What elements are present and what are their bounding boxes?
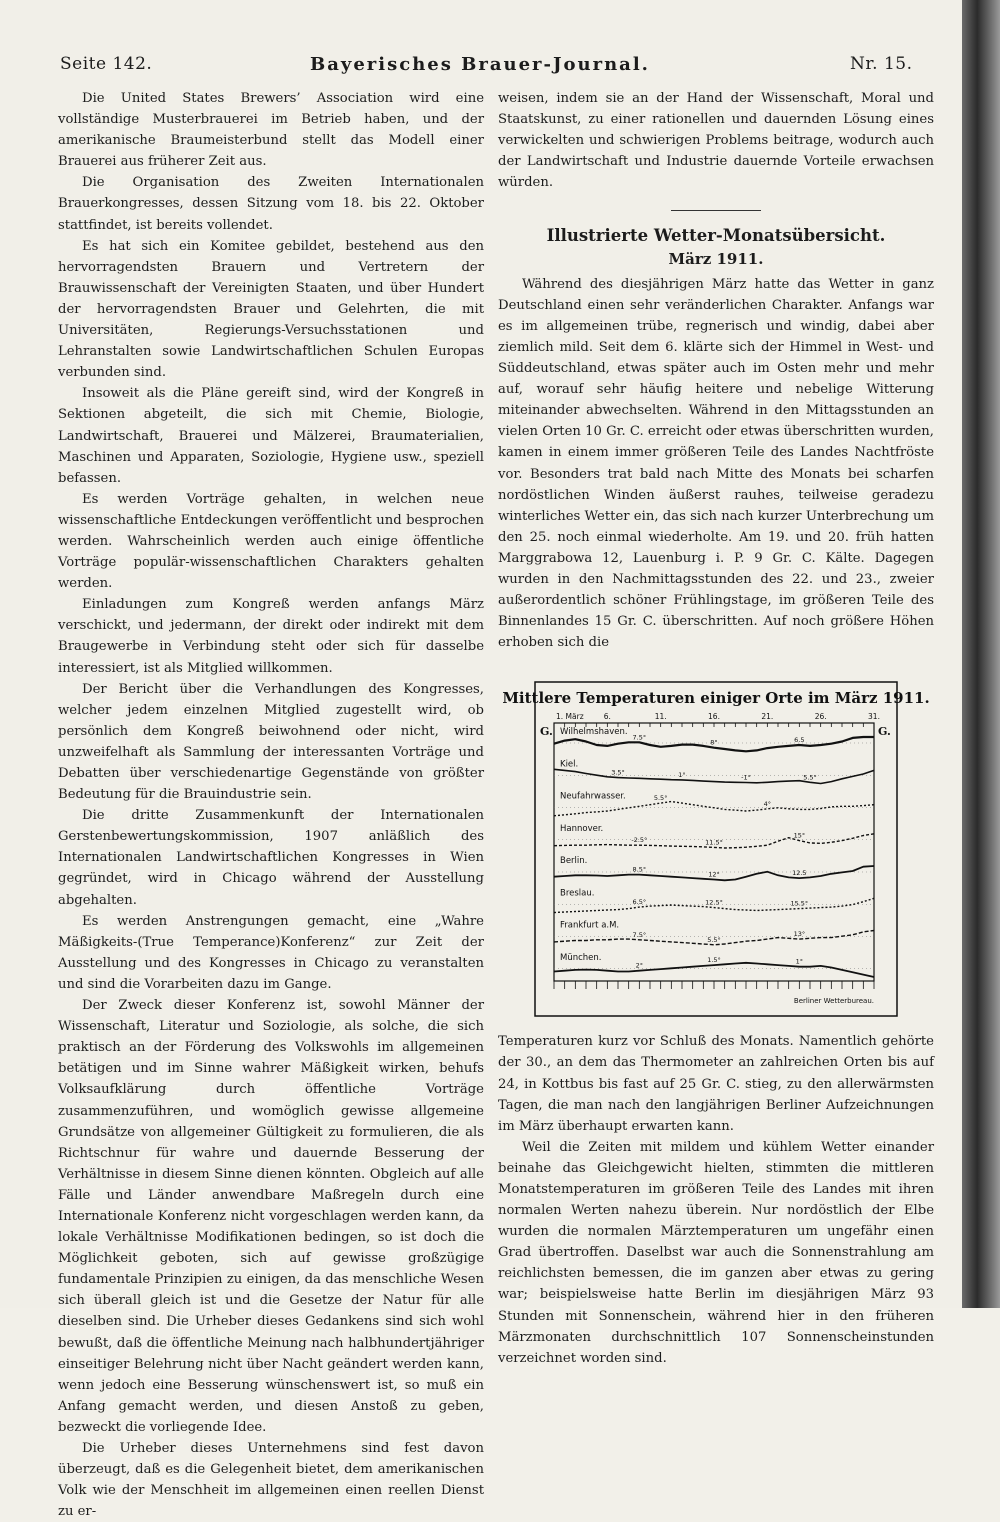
right-column bbox=[498, 88, 934, 1369]
series-name: Berlin. bbox=[560, 856, 588, 867]
paragraph: Die Organisation des Zweiten Internationalen Brauerkongresses, dessen Sitzung vom 18. bis 22. Oktober stattfindet, ist bereits vollendet. bbox=[58, 175, 484, 233]
unit-label-right: G. bbox=[878, 725, 891, 739]
x-tick-label: 6. bbox=[603, 712, 611, 722]
series-line bbox=[554, 802, 874, 816]
section-divider bbox=[671, 210, 761, 211]
series-value-label: 12.5 bbox=[792, 869, 807, 878]
paragraph: Die United States Brewers’ Association wird eine vollständige Musterbrauerei im Betrieb haben, und der amerikanische Braumeisterbund stellt das Modell einer Brauerei aus früherer Zeit aus. bbox=[58, 91, 484, 170]
paragraph: Die dritte Zusammenkunft der Internationalen Gerstenbewertungskommission, 1907 anläßlich des Internationalen Landwirtschaftlichen Kongresses in Wien gegründet, wird in Chicago während der Ausstellung abgehalten. bbox=[58, 808, 484, 908]
series-value-label: 6.5° bbox=[632, 898, 647, 907]
paragraph-continuation: weisen, indem sie an der Hand der Wissenschaft, Moral und Staatskunst, zu einer rationellen und dauernden Lösung eines verwickelten und schwierigen Problems beitrage, wodurch auch der Landwirtschaft und Industrie dauernde Vorteile erwachsen würden. bbox=[498, 91, 934, 191]
series-value-label: 8.5° bbox=[632, 865, 647, 874]
issue-number: Nr. 15. bbox=[850, 54, 913, 74]
paragraph: Während des diesjährigen März hatte das Wetter in ganz Deutschland einen sehr veränderlichen Charakter. Anfangs war es im allgemeinen trübe, regnerisch und windig, dabei aber ziemlich mild. Seit dem 6. klärte sich der Himmel in West- und Süddeutschland, etwas später auch im Osten mehr und mehr auf, worauf sehr häufig heitere und nebelige Witterung miteinander abwechselten. Während in den Mittagsstunden an vielen Orten 10 Gr. C. erreicht oder etwas überschritten wurden, kamen in einem immer größeren Teile des Landes Nachtfröste vor. Besonders trat bald nach Mitte des Monats bei scharfen nordöstlichen Winden äußerst rauhes, teilweise geradezu winterliches Wetter ein, das sich nach kurzer Unterbrechung um den 25. noch einmal wiederholte. Am 19. und 20. früh hatten Marggrabowa 12, Lauenburg i. P. 9 Gr. C. Kälte. Dagegen wurden in den Nachmittagsstunden des 22. und 23., zweier außerordentlich schöner Frühlingstage, im größeren Teile des Binnenlandes 15 Gr. C. überschritten. Auf noch größere Höhen erhoben sich die bbox=[498, 276, 934, 651]
paragraph: Weil die Zeiten mit mildem und kühlem Wetter einander beinahe das Gleichgewicht hielten, stimmten die mittleren Monatstemperaturen im größeren Teile des Landes mit ihren normalen Werten nahezu überein. Nur nordöstlich der Elbe wurden die normalen Märztemperaturen um ungefähr einen Grad übertroffen. Daselbst war auch die Sonnenstrahlung am reichlichsten bemessen, die im ganzen aber etwas zu gering war; beispielsweise hatte Berlin im diesjährigen März 93 Stunden mit Sonnenschein, während hier in den früheren Märzmonaten durchschnittlich 107 Sonnenscheinstunden verzeichnet worden sind. bbox=[498, 1139, 934, 1366]
series-value-label: 1.5° bbox=[707, 956, 721, 965]
series-value-label: 2° bbox=[635, 962, 644, 971]
series-value-label: 7.5° bbox=[632, 931, 647, 940]
paragraph: Temperaturen kurz vor Schluß des Monats. Namentlich gehörte der 30., an dem das Thermometer an zahlreichen Orten bis auf 24, in Kottbus bis fast auf 25 Gr. C. stieg, zu den allerwärmsten Tagen, die man nach den langjährigen Berliner Aufzeichnungen im März überhaupt erwarten kann. bbox=[498, 1034, 934, 1134]
series-value-label: 11.5° bbox=[705, 838, 723, 847]
paragraph: Einladungen zum Kongreß werden anfangs März verschickt, und jedermann, der direkt oder indirekt mit dem Braugewerbe in Verbindung steht oder sich für dasselbe interessiert, ist als Mitglied willkommen. bbox=[58, 597, 484, 676]
paragraph: Der Bericht über die Verhandlungen des Kongresses, welcher jedem einzelnen Mitglied zugestellt wird, ob persönlich dem Kongreß beiwohnend oder nicht, wird unzweifelhaft als Sammlung der interessanten Vorträge und Debatten über verschiedenartige Gegenstände von größter Bedeutung für die Brauindustrie sein. bbox=[58, 681, 484, 803]
series-value-label: 15.5° bbox=[790, 899, 809, 908]
series-value-label: -1° bbox=[741, 773, 751, 782]
temperature-chart-svg bbox=[502, 681, 930, 1017]
series-name: Hannover. bbox=[560, 824, 604, 835]
series-value-label: -2.5° bbox=[631, 836, 648, 845]
paragraph: Es werden Anstrengungen gemacht, eine „Wahre Mäßigkeits-(True Temperance)Konferenz“ zur Zeit der Ausstellung und des Kongresses in Chicago zu veranstalten und sind die Vorarbeiten dazu im Gange. bbox=[58, 913, 484, 992]
series-name: München. bbox=[560, 953, 602, 964]
series-value-label: 8° bbox=[710, 739, 718, 748]
series-value-label: 4° bbox=[763, 800, 772, 809]
series-value-label: 12.5° bbox=[705, 898, 723, 907]
page-binding-edge bbox=[962, 0, 1000, 1308]
series-name: Wilhelmshaven. bbox=[560, 727, 628, 738]
chart-credit: Berliner Wetterbureau. bbox=[793, 997, 874, 1006]
series-value-label: 5.5° bbox=[653, 794, 668, 803]
page-number: Seite 142. bbox=[60, 54, 153, 74]
x-tick-label: 21. bbox=[761, 712, 774, 722]
paragraph: Es hat sich ein Komitee gebildet, bestehend aus den hervorragendsten Brauern und Vertretern der Brauwissenschaft der Vereinigten Staaten, und über Hundert der hervorragendsten Brauer und Gelehrten, die mit Universitäten, Regierungs-Versuchsstationen und Lehranstalten sowie Landwirtschaftlichen Schulen Europas verbunden sind. bbox=[58, 238, 484, 381]
series-name: Neufahrwasser. bbox=[560, 791, 626, 802]
unit-label-left: G. bbox=[540, 725, 553, 739]
series-name: Kiel. bbox=[560, 759, 579, 770]
paragraph: Die Urheber dieses Unternehmens sind fest davon überzeugt, daß es die Gelegenheit bietet, dem amerikanischen Volk wie der Menschheit im allgemeinen einen reellen Dienst zu er- bbox=[58, 1441, 484, 1520]
series-value-label: 1° bbox=[678, 771, 686, 780]
series-value-label: 6.5 bbox=[794, 736, 805, 745]
series-value-label: 5.5° bbox=[803, 773, 817, 782]
series-value-label: 15° bbox=[793, 831, 806, 840]
temperature-chart bbox=[502, 681, 930, 1017]
paragraph: Es werden Vorträge gehalten, in welchen neue wissenschaftliche Entdeckungen veröffentlicht und besprochen werden. Wahrscheinlich werden auch einige öffentliche Vorträge populär-wissenschaftlichen Charakters gehalten werden. bbox=[58, 491, 484, 592]
series-name: Breslau. bbox=[560, 888, 595, 899]
x-tick-label: 1. März bbox=[556, 712, 584, 722]
series-line bbox=[554, 963, 874, 977]
series-value-label: 3.5° bbox=[611, 768, 625, 777]
series-value-label: 1° bbox=[795, 958, 804, 967]
series-value-label: 13° bbox=[793, 930, 806, 939]
paragraph: Insoweit als die Pläne gereift sind, wird der Kongreß in Sektionen abgeteilt, die sich mit Chemie, Biologie, Landwirtschaft, Brauerei und Mälzerei, Braumaterialien, Maschinen und Apparaten, Soziologie, Hygiene usw., speziell befassen. bbox=[58, 386, 484, 486]
x-tick-label: 26. bbox=[814, 712, 827, 722]
chart-title: Mittlere Temperaturen einiger Orte im März 1911. bbox=[502, 689, 930, 708]
x-tick-label: 11. bbox=[654, 712, 667, 722]
series-value-label: 12° bbox=[708, 870, 720, 879]
x-tick-label: 31. bbox=[868, 712, 880, 722]
left-column bbox=[58, 88, 484, 1522]
journal-title: Bayerisches Brauer-Journal. bbox=[310, 54, 650, 75]
series-name: Frankfurt a.M. bbox=[560, 920, 620, 931]
paragraph: Der Zweck dieser Konferenz ist, sowohl Männer der Wissenschaft, Literatur und Soziologie, als solche, die sich praktisch an der Förderung des Volkswohls im allgemeinen betätigen und im Sinne wahrer Mäßigkeit wirken, behufs Volksaufklärung durch öffentliche Vorträge zusammenzuführen, und womöglich gewisse allgemeine Grundsätze von allgemeiner Gültigkeit zu formulieren, die als Richtschnur für wahre und dauernde Besserung der Verhältnisse in diesem Sinne dienen könnten. Obgleich auf alle Fälle und Länder anwendbare Maßregeln durch eine Internationale Konferenz nicht vorgeschlagen werden kann, da lokale Verhältnisse Modifikationen bedingen, so ist doch die Möglichkeit geboten, sich auf gewisse großzügige fundamentale Prinzipien zu einigen, da das menschliche Wesen sich überall gleich ist und die Gesetze der Natur für alle dieselben sind. Die Urheber dieses Gedankens sind sich wohl bewußt, daß die öffentliche Meinung nach halbhundertjähriger einseitiger Belehrung nicht über Nacht geändert werden kann, wenn jedoch eine Besserung wünschenswert ist, so muß ein Anfang gemacht werden, und diesen Anstoß zu geben, bezweckt die vorliegende Idee. bbox=[58, 998, 484, 1435]
series-line bbox=[554, 770, 874, 784]
article-title: Illustrierte Wetter-Monatsübersicht. bbox=[546, 226, 886, 246]
series-value-label: 5.5° bbox=[707, 936, 721, 945]
article-subtitle: März 1911. bbox=[668, 249, 764, 268]
series-value-label: 7.5° bbox=[632, 733, 647, 742]
x-tick-label: 16. bbox=[708, 712, 720, 722]
